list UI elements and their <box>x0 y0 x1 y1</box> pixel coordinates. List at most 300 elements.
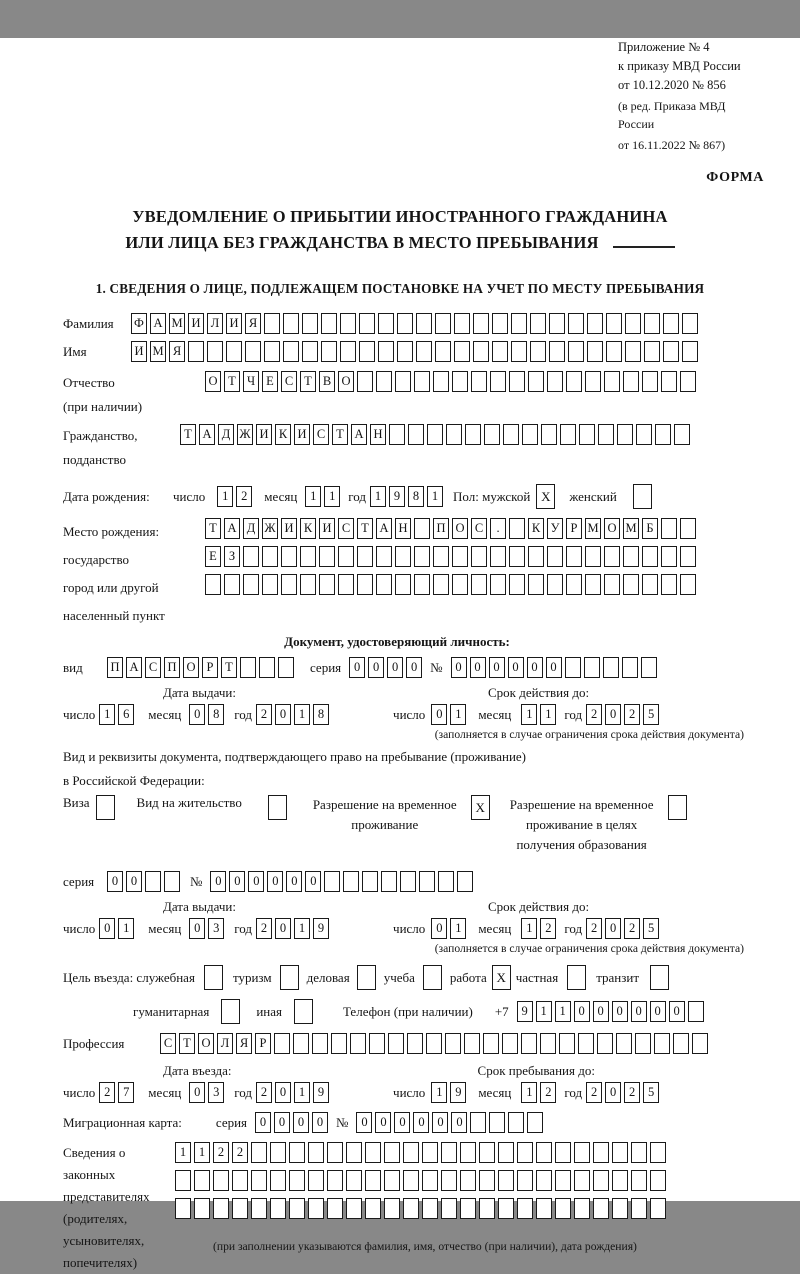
char-cell: И <box>319 518 335 539</box>
char-cell: П <box>164 657 180 678</box>
char-cell: 1 <box>99 704 115 725</box>
char-cell <box>331 1033 347 1054</box>
month-label: месяц <box>478 920 512 936</box>
char-cell <box>574 1170 590 1191</box>
day-label: число <box>173 488 206 504</box>
char-cell <box>300 574 316 595</box>
char-cell <box>414 371 430 392</box>
char-cell: 0 <box>432 1112 448 1133</box>
char-cell <box>457 871 473 892</box>
char-cell <box>384 1198 400 1219</box>
char-cell <box>262 574 278 595</box>
char-cell <box>376 546 392 567</box>
permit-series-cells <box>107 871 180 892</box>
citizenship-cells <box>180 424 690 445</box>
char-cell <box>574 1198 590 1219</box>
citizenship-label <box>63 424 180 472</box>
char-cell <box>438 871 454 892</box>
char-cell: 1 <box>521 704 537 725</box>
form-text-line: (при наличии) <box>63 399 143 415</box>
char-cell <box>338 574 354 595</box>
char-cell <box>251 1198 267 1219</box>
char-cell: 3 <box>208 1082 224 1103</box>
char-cell <box>490 371 506 392</box>
char-cell <box>517 1142 533 1163</box>
char-cell <box>319 546 335 567</box>
purpose-work-label: работа <box>449 969 487 985</box>
char-cell <box>321 313 337 334</box>
char-cell <box>661 518 677 539</box>
char-cell <box>479 1170 495 1191</box>
year-label: год <box>564 920 583 936</box>
char-cell <box>612 1142 628 1163</box>
month-label: месяц <box>148 1084 182 1100</box>
char-cell <box>661 371 677 392</box>
char-cell: 0 <box>275 918 291 939</box>
mc-number-label: № <box>336 1114 349 1130</box>
char-cell <box>395 371 411 392</box>
doc-dates-header <box>0 685 800 701</box>
doc-valid-day-cells <box>431 704 466 725</box>
visit-purpose-row <box>0 965 800 990</box>
char-cell <box>528 546 544 567</box>
char-cell <box>503 424 519 445</box>
section1-title: 1. СВЕДЕНИЯ О ЛИЦЕ, ПОДЛЕЖАЩЕМ ПОСТАНОВКЕ НА УЧЕТ ПО МЕСТУ ПРЕБЫВАНИЯ <box>95 281 705 297</box>
char-cell <box>281 574 297 595</box>
birthdate-label: Дата рождения: <box>63 488 150 504</box>
representatives-cells <box>175 1142 666 1253</box>
char-cell <box>547 574 563 595</box>
char-cell <box>549 313 565 334</box>
char-cell <box>473 313 489 334</box>
char-cell: 2 <box>540 1082 556 1103</box>
year-label: год <box>234 706 253 722</box>
char-cell: . <box>490 518 506 539</box>
char-cell: Т <box>179 1033 195 1054</box>
char-cell: Р <box>202 657 218 678</box>
char-cell <box>243 546 259 567</box>
char-cell <box>340 313 356 334</box>
char-cell: С <box>145 657 161 678</box>
permit-validity-note <box>0 942 800 955</box>
char-cell <box>435 341 451 362</box>
char-cell: Я <box>245 313 261 334</box>
char-cell <box>327 1170 343 1191</box>
char-cells <box>175 1198 666 1219</box>
char-cell <box>593 1198 609 1219</box>
form-text-line: Гражданство, <box>63 428 138 444</box>
char-cell <box>205 574 221 595</box>
char-cell <box>321 341 337 362</box>
char-cell <box>454 341 470 362</box>
char-cells <box>175 1170 666 1191</box>
char-cell: 8 <box>208 704 224 725</box>
patronymic-row <box>0 371 800 419</box>
char-cell <box>663 313 679 334</box>
char-cell: 1 <box>294 704 310 725</box>
char-cell <box>408 424 424 445</box>
char-cell <box>312 1033 328 1054</box>
form-text-line: представителях <box>63 1189 150 1205</box>
char-cell <box>540 1033 556 1054</box>
char-cell: 0 <box>406 657 422 678</box>
char-cell <box>612 1170 628 1191</box>
day-label: число <box>63 920 96 936</box>
givenname-label: Имя <box>63 343 87 359</box>
char-cell: 1 <box>217 486 233 507</box>
char-cell <box>661 546 677 567</box>
char-cell: 9 <box>517 1001 533 1022</box>
char-cell <box>511 341 527 362</box>
char-cell: 2 <box>256 704 272 725</box>
purpose-humanitarian-label: гуманитарная <box>133 1003 210 1019</box>
birthplace-cells <box>205 518 696 595</box>
char-cell: С <box>471 518 487 539</box>
char-cell: 2 <box>232 1142 248 1163</box>
char-cell: И <box>226 313 242 334</box>
month-label: месяц <box>148 706 182 722</box>
form-text-line: проживание в целях <box>525 817 638 833</box>
char-cell <box>194 1170 210 1191</box>
char-cells <box>205 546 696 567</box>
char-cell: 2 <box>586 918 602 939</box>
purpose-study-label: учеба <box>383 969 415 985</box>
form-text-line: город или другой <box>63 580 159 596</box>
profession-label: Профессия <box>63 1035 125 1051</box>
char-cell: 2 <box>213 1142 229 1163</box>
char-cell: 0 <box>189 704 205 725</box>
char-cell <box>661 574 677 595</box>
char-cells <box>205 574 696 595</box>
char-cell: Р <box>566 518 582 539</box>
char-cell <box>441 1170 457 1191</box>
char-cell <box>579 424 595 445</box>
char-cell <box>213 1198 229 1219</box>
char-cell: 0 <box>669 1001 685 1022</box>
char-cell <box>343 871 359 892</box>
char-cell <box>240 657 256 678</box>
char-cell <box>585 371 601 392</box>
char-cell <box>585 546 601 567</box>
char-cell: С <box>338 518 354 539</box>
char-cell <box>565 657 581 678</box>
char-cell <box>623 574 639 595</box>
char-cell: П <box>107 657 123 678</box>
char-cell <box>530 341 546 362</box>
char-cell <box>226 341 242 362</box>
char-cell <box>433 574 449 595</box>
char-cell <box>508 1112 524 1133</box>
char-cell <box>175 1170 191 1191</box>
char-cell: 0 <box>574 1001 590 1022</box>
char-cell <box>574 1142 590 1163</box>
char-cell <box>680 518 696 539</box>
char-cell <box>680 574 696 595</box>
char-cell <box>587 313 603 334</box>
char-cell: Е <box>205 546 221 567</box>
char-cell <box>498 1142 514 1163</box>
char-cell <box>578 1033 594 1054</box>
purpose-tourism-label: туризм <box>232 969 272 985</box>
visa-checkbox <box>96 795 115 820</box>
char-cell: 5 <box>643 704 659 725</box>
char-cell: 0 <box>305 871 321 892</box>
fill-note: (при заполнении указываются фамилия, имя, отчество (при наличии), дата рождения) <box>213 1240 637 1254</box>
char-cell <box>441 1198 457 1219</box>
char-cell <box>433 546 449 567</box>
purpose-business-label: деловая <box>306 969 350 985</box>
doc-type-cells <box>107 657 294 678</box>
permit-number-cells <box>210 871 473 892</box>
char-cell: 9 <box>389 486 405 507</box>
education-residence-checkbox <box>668 795 687 820</box>
phone-label: Телефон (при наличии) <box>342 1003 473 1019</box>
char-cell <box>389 424 405 445</box>
month-label: месяц <box>478 1084 512 1100</box>
char-cell <box>612 1198 628 1219</box>
char-cell: 5 <box>643 1082 659 1103</box>
char-cell <box>460 1170 476 1191</box>
purpose-other-label: иная <box>256 1003 282 1019</box>
char-cell <box>623 546 639 567</box>
char-cell <box>517 1170 533 1191</box>
form-text-line: Отчество <box>63 375 115 391</box>
doc-type-row <box>0 657 800 678</box>
char-cell <box>644 313 660 334</box>
char-cell: Н <box>395 518 411 539</box>
char-cell <box>278 657 294 678</box>
char-cell <box>509 546 525 567</box>
char-cell <box>381 871 397 892</box>
year-label: год <box>564 1084 583 1100</box>
char-cell <box>414 518 430 539</box>
char-cell <box>327 1198 343 1219</box>
char-cell <box>414 546 430 567</box>
char-cell: Р <box>255 1033 271 1054</box>
char-cell <box>498 1198 514 1219</box>
char-cell <box>346 1170 362 1191</box>
char-cell <box>403 1198 419 1219</box>
sex-male-label: Пол: мужской <box>453 488 531 504</box>
representatives-row <box>0 1142 800 1274</box>
char-cell <box>395 546 411 567</box>
permit-valid-month-cells <box>521 918 556 939</box>
char-cell <box>435 313 451 334</box>
permit-issue-year-cells <box>256 918 329 939</box>
char-cell <box>471 546 487 567</box>
char-cell: И <box>188 313 204 334</box>
char-cell <box>426 1033 442 1054</box>
char-cell <box>603 657 619 678</box>
char-cell: К <box>275 424 291 445</box>
char-cell: 0 <box>293 1112 309 1133</box>
birth-month-cells <box>305 486 340 507</box>
char-cell <box>232 1170 248 1191</box>
char-cell <box>617 424 633 445</box>
doc-valid-year-cells <box>586 704 659 725</box>
residence-permit-checkbox <box>268 795 287 820</box>
male-checkbox: X <box>536 484 555 509</box>
char-cell <box>327 1142 343 1163</box>
purpose-tourism-checkbox <box>280 965 299 990</box>
residence-doc-text2: в Российской Федерации: <box>63 773 205 789</box>
char-cell <box>547 371 563 392</box>
char-cell: 2 <box>586 1082 602 1103</box>
char-cell <box>243 574 259 595</box>
patronymic-label <box>63 371 205 419</box>
char-cell <box>584 657 600 678</box>
char-cell: А <box>224 518 240 539</box>
char-cell <box>308 1170 324 1191</box>
char-cell <box>264 341 280 362</box>
char-cell: С <box>281 371 297 392</box>
doc-valid-month-cells <box>521 704 556 725</box>
mc-number-cells <box>356 1112 543 1133</box>
edition-line: (в ред. Приказа МВД России <box>618 99 726 132</box>
char-cell <box>433 371 449 392</box>
char-cell <box>338 546 354 567</box>
char-cell <box>232 1198 248 1219</box>
form-title-line2: ИЛИ ЛИЦА БЕЗ ГРАЖДАНСТВА В МЕСТО ПРЕБЫВАНИЯ <box>0 230 800 256</box>
char-cell: Н <box>370 424 386 445</box>
entry-date-label: Дата въезда: <box>163 1063 232 1079</box>
char-cell <box>388 1033 404 1054</box>
form-text-line: Сведения о <box>63 1145 126 1161</box>
char-cell <box>452 546 468 567</box>
purpose-study-checkbox <box>423 965 442 990</box>
form-text-line: Разрешение на временное <box>509 797 654 813</box>
char-cell <box>471 371 487 392</box>
char-cell: О <box>198 1033 214 1054</box>
char-cell: А <box>376 518 392 539</box>
char-cell <box>340 341 356 362</box>
char-cell: 2 <box>624 918 640 939</box>
char-cell <box>251 1142 267 1163</box>
char-cell: 0 <box>470 657 486 678</box>
char-cell: 6 <box>118 704 134 725</box>
char-cell <box>547 546 563 567</box>
char-cell: 0 <box>431 918 447 939</box>
char-cell <box>262 546 278 567</box>
char-cell <box>559 1033 575 1054</box>
residence-doc-line2 <box>0 773 800 789</box>
year-label: год <box>564 706 583 722</box>
char-cell: О <box>452 518 468 539</box>
char-cell: 0 <box>286 871 302 892</box>
char-cell: У <box>547 518 563 539</box>
char-cell <box>598 424 614 445</box>
char-cell: А <box>351 424 367 445</box>
patronymic-cells <box>205 371 696 392</box>
char-cell: 2 <box>624 704 640 725</box>
permit-issue-month-cells <box>189 918 224 939</box>
char-cell <box>365 1198 381 1219</box>
char-cell <box>509 518 525 539</box>
char-cell: Б <box>642 518 658 539</box>
char-cell <box>319 574 335 595</box>
phone-prefix: +7 <box>494 1003 509 1019</box>
mc-series-label: серия <box>215 1114 248 1130</box>
char-cell <box>682 341 698 362</box>
char-cell <box>521 1033 537 1054</box>
char-cell <box>397 313 413 334</box>
char-cell <box>264 313 280 334</box>
char-cell <box>492 313 508 334</box>
doc-issue-month-cells <box>189 704 224 725</box>
day-label: число <box>63 1084 96 1100</box>
char-cell: 2 <box>256 1082 272 1103</box>
appendix-block <box>618 38 764 154</box>
mc-series-cells <box>255 1112 328 1133</box>
char-cell <box>555 1142 571 1163</box>
char-cell <box>378 341 394 362</box>
char-cell: 0 <box>650 1001 666 1022</box>
char-cell <box>376 574 392 595</box>
char-cell <box>555 1198 571 1219</box>
entry-dates-header <box>0 1063 800 1079</box>
char-cell <box>350 1033 366 1054</box>
char-cell <box>650 1198 666 1219</box>
char-cell <box>642 574 658 595</box>
char-cell: 1 <box>521 918 537 939</box>
char-cell: О <box>338 371 354 392</box>
char-cell <box>175 1198 191 1219</box>
char-cell <box>414 574 430 595</box>
char-cell <box>650 1170 666 1191</box>
entry-day-cells <box>99 1082 134 1103</box>
char-cell <box>422 1142 438 1163</box>
char-cell: 0 <box>229 871 245 892</box>
female-checkbox <box>633 484 652 509</box>
doc-type-label: вид <box>63 659 83 675</box>
char-cell <box>289 1142 305 1163</box>
surname-label: Фамилия <box>63 315 114 331</box>
char-cell <box>585 574 601 595</box>
char-cell: 3 <box>208 918 224 939</box>
visit-purpose-row2 <box>0 999 800 1024</box>
char-cell <box>597 1033 613 1054</box>
identity-doc-title: Документ, удостоверяющий личность: <box>284 634 510 650</box>
char-cell <box>302 313 318 334</box>
stay-day-cells <box>431 1082 466 1103</box>
char-cell: 1 <box>427 486 443 507</box>
day-label: число <box>393 920 426 936</box>
char-cell <box>593 1142 609 1163</box>
char-cell <box>357 574 373 595</box>
char-cell <box>568 313 584 334</box>
char-cell <box>293 1033 309 1054</box>
char-cell: И <box>256 424 272 445</box>
char-cell: Т <box>224 371 240 392</box>
char-cell <box>403 1142 419 1163</box>
day-label: число <box>393 1084 426 1100</box>
char-cell: 0 <box>527 657 543 678</box>
char-cell <box>484 424 500 445</box>
char-cell: 0 <box>387 657 403 678</box>
char-cell: 0 <box>255 1112 271 1133</box>
char-cell <box>289 1170 305 1191</box>
char-cell <box>308 1142 324 1163</box>
title-blank-line <box>613 234 675 248</box>
char-cell: 1 <box>118 918 134 939</box>
char-cell <box>509 371 525 392</box>
form-title-line1: УВЕДОМЛЕНИЕ О ПРИБЫТИИ ИНОСТРАННОГО ГРАЖДАНИНА <box>132 207 668 227</box>
birth-day-cells <box>217 486 252 507</box>
month-label: месяц <box>148 920 182 936</box>
permit-series-row <box>0 871 800 892</box>
char-cell <box>604 371 620 392</box>
char-cell <box>346 1142 362 1163</box>
